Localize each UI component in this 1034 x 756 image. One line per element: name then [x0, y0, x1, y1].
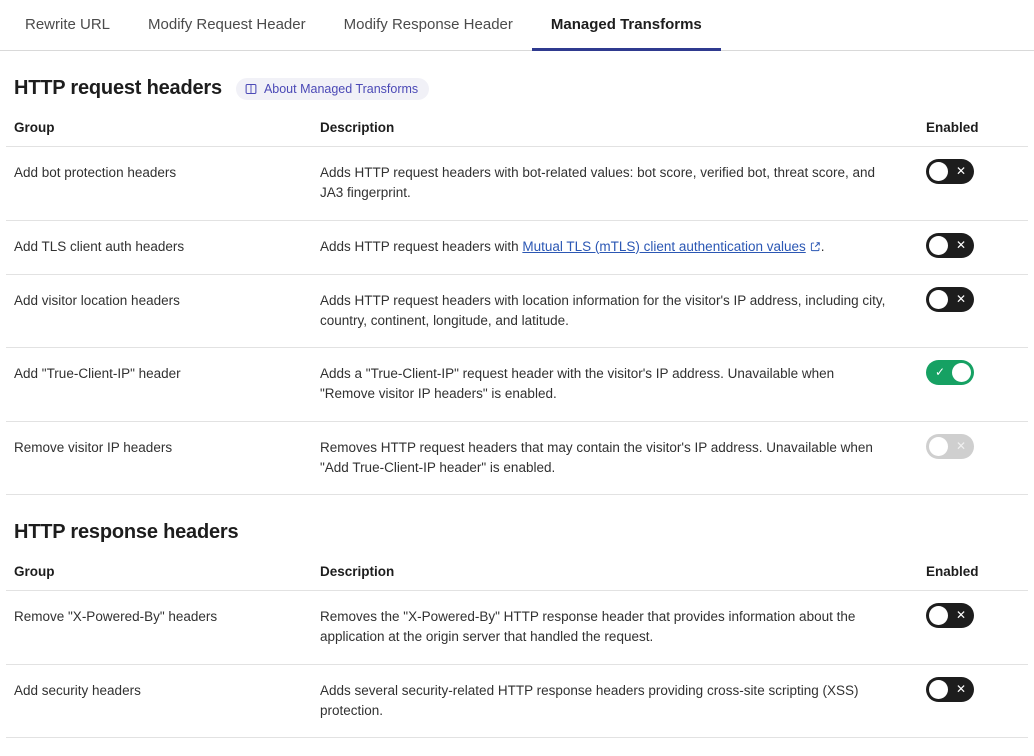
row-description-tail: . — [820, 238, 825, 254]
tab-managed-transforms[interactable] — [532, 0, 721, 51]
tab-modify-request-header[interactable] — [129, 0, 325, 51]
row-group-name: Add bot protection headers — [6, 147, 312, 221]
row-enabled-cell — [918, 220, 1028, 274]
sections-container — [0, 51, 1034, 738]
table-row — [6, 348, 1028, 422]
row-description: Removes the "X-Powered-By" HTTP response header that provides information about the application at the origin server that handled the request. — [312, 591, 918, 665]
row-description-text: Adds HTTP request headers with — [320, 238, 523, 254]
enable-toggle — [926, 434, 974, 459]
section-title: HTTP response headers — [14, 521, 239, 543]
row-description: Adds several security-related HTTP response headers providing cross-site scripting (XSS) protection. — [312, 664, 918, 738]
column-header-enabled: Enabled — [918, 558, 1028, 591]
managed-transforms-table — [6, 558, 1028, 738]
tab-rewrite-url[interactable] — [6, 0, 129, 51]
column-header-description: Description — [312, 558, 918, 591]
toggle-knob — [929, 236, 948, 255]
row-description: Adds HTTP request headers with bot-related values: bot score, verified bot, threat score, and JA3 fingerprint. — [312, 147, 918, 221]
close-icon: ✕ — [955, 164, 966, 178]
table-row — [6, 274, 1028, 348]
tab-label: Modify Response Header — [343, 15, 513, 33]
table-row — [6, 664, 1028, 738]
close-icon: ✕ — [955, 681, 966, 696]
check-icon: ✓ — [935, 365, 946, 379]
toggle-knob — [929, 290, 948, 309]
enable-toggle[interactable] — [926, 159, 974, 184]
table-row — [6, 220, 1028, 274]
enable-toggle[interactable] — [926, 233, 974, 258]
row-enabled-cell — [918, 421, 1028, 495]
table-header-row — [6, 558, 1028, 591]
book-icon — [245, 83, 257, 95]
column-header-group: Group — [6, 114, 312, 147]
row-description — [312, 220, 918, 274]
tab-bar — [0, 0, 1034, 51]
bottom-spacer — [0, 738, 1034, 756]
row-enabled-cell — [918, 664, 1028, 738]
tab-label: Rewrite URL — [25, 15, 111, 33]
close-icon: ✕ — [955, 438, 966, 453]
enable-toggle[interactable] — [926, 603, 974, 628]
close-icon: ✕ — [955, 237, 966, 252]
column-header-group: Group — [6, 558, 312, 591]
section — [6, 495, 1028, 738]
toggle-knob — [929, 606, 948, 625]
column-header-enabled: Enabled — [918, 114, 1028, 147]
section-title: HTTP request headers — [14, 77, 222, 99]
toggle-knob — [929, 162, 948, 181]
toggle-knob — [952, 363, 971, 382]
section — [6, 51, 1028, 495]
enable-toggle[interactable] — [926, 287, 974, 312]
about-managed-transforms-link[interactable] — [236, 78, 429, 100]
row-group-name: Add "True-Client-IP" header — [6, 348, 312, 422]
close-icon: ✕ — [955, 291, 966, 306]
managed-transforms-table — [6, 114, 1028, 495]
table-row — [6, 147, 1028, 221]
enable-toggle[interactable] — [926, 360, 974, 385]
row-group-name: Add visitor location headers — [6, 274, 312, 348]
row-group-name: Remove visitor IP headers — [6, 421, 312, 495]
row-group-name: Remove "X-Powered-By" headers — [6, 591, 312, 665]
section-header — [6, 51, 1028, 114]
enable-toggle[interactable] — [926, 677, 974, 702]
table-header-row — [6, 114, 1028, 147]
row-enabled-cell — [918, 348, 1028, 422]
toggle-knob — [929, 437, 948, 456]
tab-label: Modify Request Header — [148, 15, 306, 33]
close-icon: ✕ — [955, 608, 966, 622]
tab-label: Managed Transforms — [550, 15, 702, 33]
toggle-knob — [929, 680, 948, 699]
row-enabled-cell — [918, 274, 1028, 348]
link-label: Mutual TLS (mTLS) client authentication values — [522, 238, 806, 254]
row-group-name: Add security headers — [6, 664, 312, 738]
column-header-description: Description — [312, 114, 918, 147]
row-enabled-cell — [918, 591, 1028, 665]
row-description: Adds a "True-Client-IP" request header with the visitor's IP address. Unavailable when "Remove visitor IP headers" is enabled. — [312, 348, 918, 422]
external-link-icon — [810, 238, 821, 249]
table-row — [6, 421, 1028, 495]
tab-modify-response-header[interactable] — [325, 0, 532, 51]
table-row — [6, 591, 1028, 665]
about-pill-label: About Managed Transforms — [263, 81, 419, 96]
row-enabled-cell — [918, 147, 1028, 221]
row-description: Removes HTTP request headers that may contain the visitor's IP address. Unavailable when "Add True-Client-IP header" is enabled. — [312, 421, 918, 495]
row-description: Adds HTTP request headers with location information for the visitor's IP address, including city, country, continent, longitude, and latitude. — [312, 274, 918, 348]
row-group-name: Add TLS client auth headers — [6, 220, 312, 274]
section-header — [6, 495, 1028, 558]
mtls-documentation-link[interactable] — [522, 239, 820, 254]
